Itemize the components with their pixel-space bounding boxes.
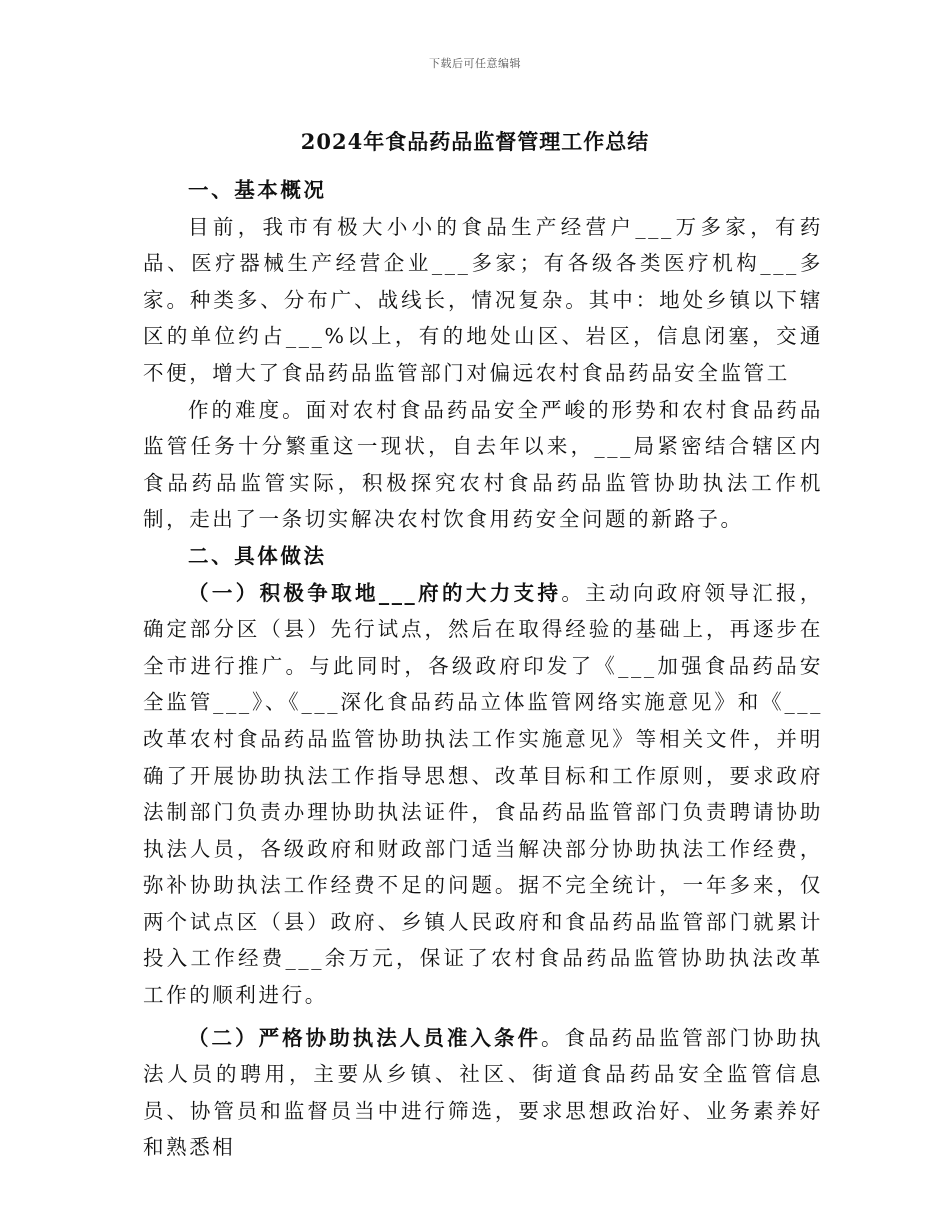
section-heading-specific-practices: 二、具体做法 [188, 543, 327, 568]
paragraph-difficulty: 作的难度。面对农村食品药品安全严峻的形势和农村食品药品监管任务十分繁重这一现状，自去年以来，___局紧密结合辖区内食品药品监管实际，积极探究农村食品药品监管协助执法工作机制，走出了一条切实解决农村饮食用药安全问题的新路子。 [143, 397, 823, 532]
paragraph-body-personnel-requirements: 。食品药品监管部门协助执法人员的聘用，主要从乡镇、社区、街道食品药品安全监管信息员、协管员和监督员当中进行筛选，要求思想政治好、业务素养好和熟悉相 [143, 1025, 824, 1160]
document-body [143, 172, 823, 1166]
header-note: 下载后可任意编辑 [429, 57, 521, 70]
paragraph-overview: 目前，我市有极大小小的食品生产经营户___万多家，有药品、医疗器械生产经营企业___多家；有各级各类医疗机构___多家。种类多、分布广、战线长，情况复杂。其中：地处乡镇以下辖区的单位约占___%以上，有的地处山区、岩区，信息闭塞，交通不便，增大了食品药品监管部门对偏远农村食品药品安全监管工 [143, 214, 823, 385]
paragraph-body-government-support: 。主动向政府领导汇报，确定部分区（县）先行试点，然后在取得经验的基础上，再逐步在全市进行推广。与此同时，各级政府印发了《___加强食品药品安全监管___》、《___深化食品药品立体监管网络实施意见》和《___改革农村食品药品监管协助执法工作实施意见》等相关文件，并明确了开展协助执法工作指导思想、改革目标和工作原则，要求政府法制部门负责办理协助执法证件，食品药品监管部门负责聘请协助执法人员，各级政府和财政部门适当解决部分协助执法工作经费，弥补协助执法工作经费不足的问题。据不完全统计，一年多来，仅两个试点区（县）政府、乡镇人民政府和食品药品监管部门就累计投入工作经费___余万元，保证了农村食品药品监管协助执法改革工作的顺利进行。 [143, 580, 823, 1008]
document-title: 2024年食品药品监督管理工作总结 [300, 129, 650, 154]
paragraph-government-support [143, 575, 823, 1014]
paragraph-personnel-requirements [143, 1020, 823, 1166]
paragraph-lead-personnel-requirements: （二）严格协助执法人员准入条件 [188, 1025, 542, 1050]
paragraph-lead-government-support: （一）积极争取地___府的大力支持 [188, 580, 562, 605]
section-heading-basic-overview: 一、基本概况 [188, 178, 327, 202]
